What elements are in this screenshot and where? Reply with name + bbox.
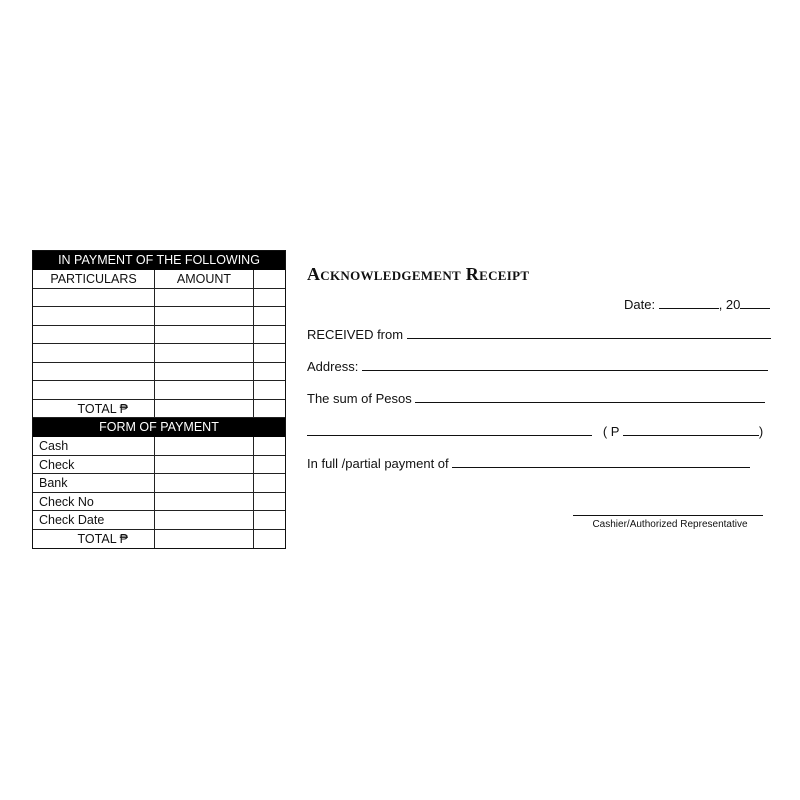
date-line: Date: , 20 <box>624 296 770 312</box>
address-field[interactable] <box>362 358 768 371</box>
amount-header: AMOUNT <box>155 270 254 288</box>
payment-row-check-no[interactable]: Check No <box>33 493 285 512</box>
table-row[interactable] <box>33 289 285 308</box>
total-label: TOTAL ₱ <box>33 400 155 418</box>
payment-total-label: TOTAL ₱ <box>33 530 155 549</box>
payment-row-cash[interactable]: Cash <box>33 437 285 456</box>
table-row[interactable] <box>33 326 285 345</box>
year-field[interactable] <box>740 296 770 309</box>
table-row[interactable] <box>33 344 285 363</box>
total-row[interactable] <box>33 400 285 419</box>
column-headers <box>33 270 285 289</box>
table-row[interactable] <box>33 381 285 400</box>
payment-table <box>32 250 286 549</box>
amount-figure-field[interactable] <box>623 423 759 436</box>
payment-row-bank[interactable]: Bank <box>33 474 285 493</box>
particulars-header: PARTICULARS <box>33 270 155 288</box>
payment-total-row[interactable] <box>33 530 285 549</box>
form-of-payment-header: FORM OF PAYMENT <box>33 418 285 437</box>
signature-line[interactable] <box>573 515 763 516</box>
address-line: Address: <box>307 358 768 374</box>
sum-words-field[interactable] <box>415 390 765 403</box>
sum-line: The sum of Pesos <box>307 390 765 406</box>
payment-header: IN PAYMENT OF THE FOLLOWING <box>33 251 285 270</box>
sum-words-continued-field[interactable] <box>307 423 592 436</box>
receipt-title: Acknowledgement Receipt <box>307 264 530 284</box>
payment-row-check[interactable]: Check <box>33 456 285 475</box>
received-from-line: RECEIVED from <box>307 326 771 342</box>
date-field[interactable] <box>659 296 719 309</box>
sum-continuation-line: ( P ) <box>307 423 763 439</box>
payment-of-line: In full /partial payment of <box>307 455 750 471</box>
payment-row-check-date[interactable]: Check Date <box>33 511 285 530</box>
received-from-field[interactable] <box>407 326 771 339</box>
table-row[interactable] <box>33 307 285 326</box>
payment-of-field[interactable] <box>452 455 750 468</box>
signature-caption: Cashier/Authorized Representative <box>592 519 748 530</box>
table-row[interactable] <box>33 363 285 382</box>
